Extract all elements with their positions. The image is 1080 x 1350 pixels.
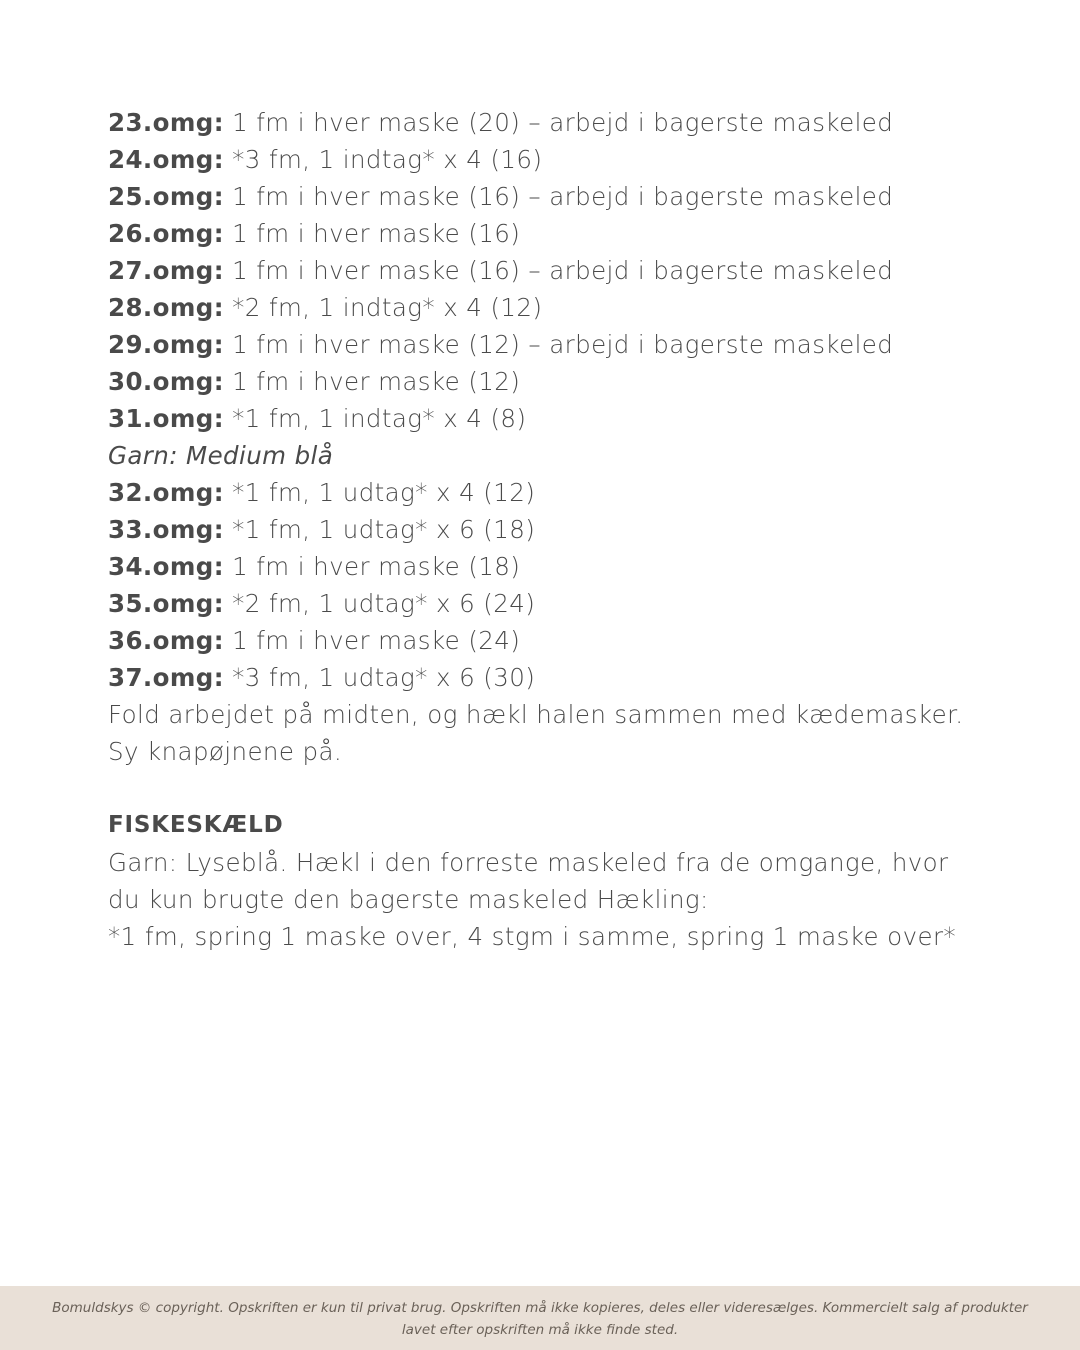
round-instruction: 1 fm i hver maske (16) – arbejd i bagerste maskeled <box>223 182 894 211</box>
round-number: 23.omg: <box>108 108 224 137</box>
section-line: Garn: Lyseblå. Hækl i den forreste maskeled fra de omgange, hvor <box>108 848 949 877</box>
round-line <box>108 585 988 622</box>
round-number: 33.omg: <box>108 515 224 544</box>
finish-instruction: Sy knapøjnene på. <box>108 737 343 766</box>
round-line <box>108 178 988 215</box>
round-number: 35.omg: <box>108 589 224 618</box>
round-number: 32.omg: <box>108 478 224 507</box>
round-instruction: 1 fm i hver maske (20) – arbejd i bagerste maskeled <box>223 108 894 137</box>
round-instruction: *2 fm, 1 indtag* x 4 (12) <box>223 293 543 322</box>
round-number: 27.omg: <box>108 256 224 285</box>
yarn-change-note: Garn: Medium blå <box>108 441 334 470</box>
round-line <box>108 659 988 696</box>
round-instruction: 1 fm i hver maske (18) <box>223 552 521 581</box>
round-line <box>108 400 988 437</box>
round-instruction: 1 fm i hver maske (16) <box>223 219 521 248</box>
copyright-footer <box>0 1286 1080 1350</box>
round-instruction: 1 fm i hver maske (16) – arbejd i bagerste maskeled <box>223 256 894 285</box>
round-instruction: *1 fm, 1 udtag* x 4 (12) <box>223 478 536 507</box>
section-line: du kun brugte den bagerste maskeled Hækling: <box>108 885 709 914</box>
section-spacer <box>108 770 988 807</box>
round-line <box>108 215 988 252</box>
copyright-text: Bomuldskys © copyright. Opskriften er kun til privat brug. Opskriften må ikke kopieres, deles eller videresælges. Kommercielt salg af produkter lavet efter opskriften må ikke finde sted. <box>52 1300 1028 1338</box>
round-number: 29.omg: <box>108 330 224 359</box>
round-line <box>108 622 988 659</box>
round-line <box>108 326 988 363</box>
round-number: 30.omg: <box>108 367 224 396</box>
round-number: 31.omg: <box>108 404 224 433</box>
round-line <box>108 363 988 400</box>
round-line <box>108 104 988 141</box>
round-line <box>108 141 988 178</box>
round-instruction: *3 fm, 1 indtag* x 4 (16) <box>223 145 543 174</box>
round-line <box>108 474 988 511</box>
round-line <box>108 548 988 585</box>
round-instruction: *1 fm, 1 indtag* x 4 (8) <box>223 404 527 433</box>
round-instruction: 1 fm i hver maske (12) – arbejd i bagerste maskeled <box>223 330 894 359</box>
round-line <box>108 252 988 289</box>
round-number: 25.omg: <box>108 182 224 211</box>
round-line <box>108 511 988 548</box>
round-instruction: 1 fm i hver maske (12) <box>223 367 521 396</box>
round-number: 28.omg: <box>108 293 224 322</box>
finish-instruction: Fold arbejdet på midten, og hækl halen sammen med kædemasker. <box>108 700 964 729</box>
round-number: 24.omg: <box>108 145 224 174</box>
round-instruction: *3 fm, 1 udtag* x 6 (30) <box>223 663 536 692</box>
round-number: 36.omg: <box>108 626 224 655</box>
round-number: 37.omg: <box>108 663 224 692</box>
round-instruction: *2 fm, 1 udtag* x 6 (24) <box>223 589 536 618</box>
pattern-content <box>108 104 988 955</box>
section-line: *1 fm, spring 1 maske over, 4 stgm i samme, spring 1 maske over* <box>108 922 957 951</box>
round-line <box>108 289 988 326</box>
round-number: 34.omg: <box>108 552 224 581</box>
round-number: 26.omg: <box>108 219 224 248</box>
round-instruction: *1 fm, 1 udtag* x 6 (18) <box>223 515 536 544</box>
section-heading: FISKESKÆLD <box>108 812 284 838</box>
round-instruction: 1 fm i hver maske (24) <box>223 626 521 655</box>
